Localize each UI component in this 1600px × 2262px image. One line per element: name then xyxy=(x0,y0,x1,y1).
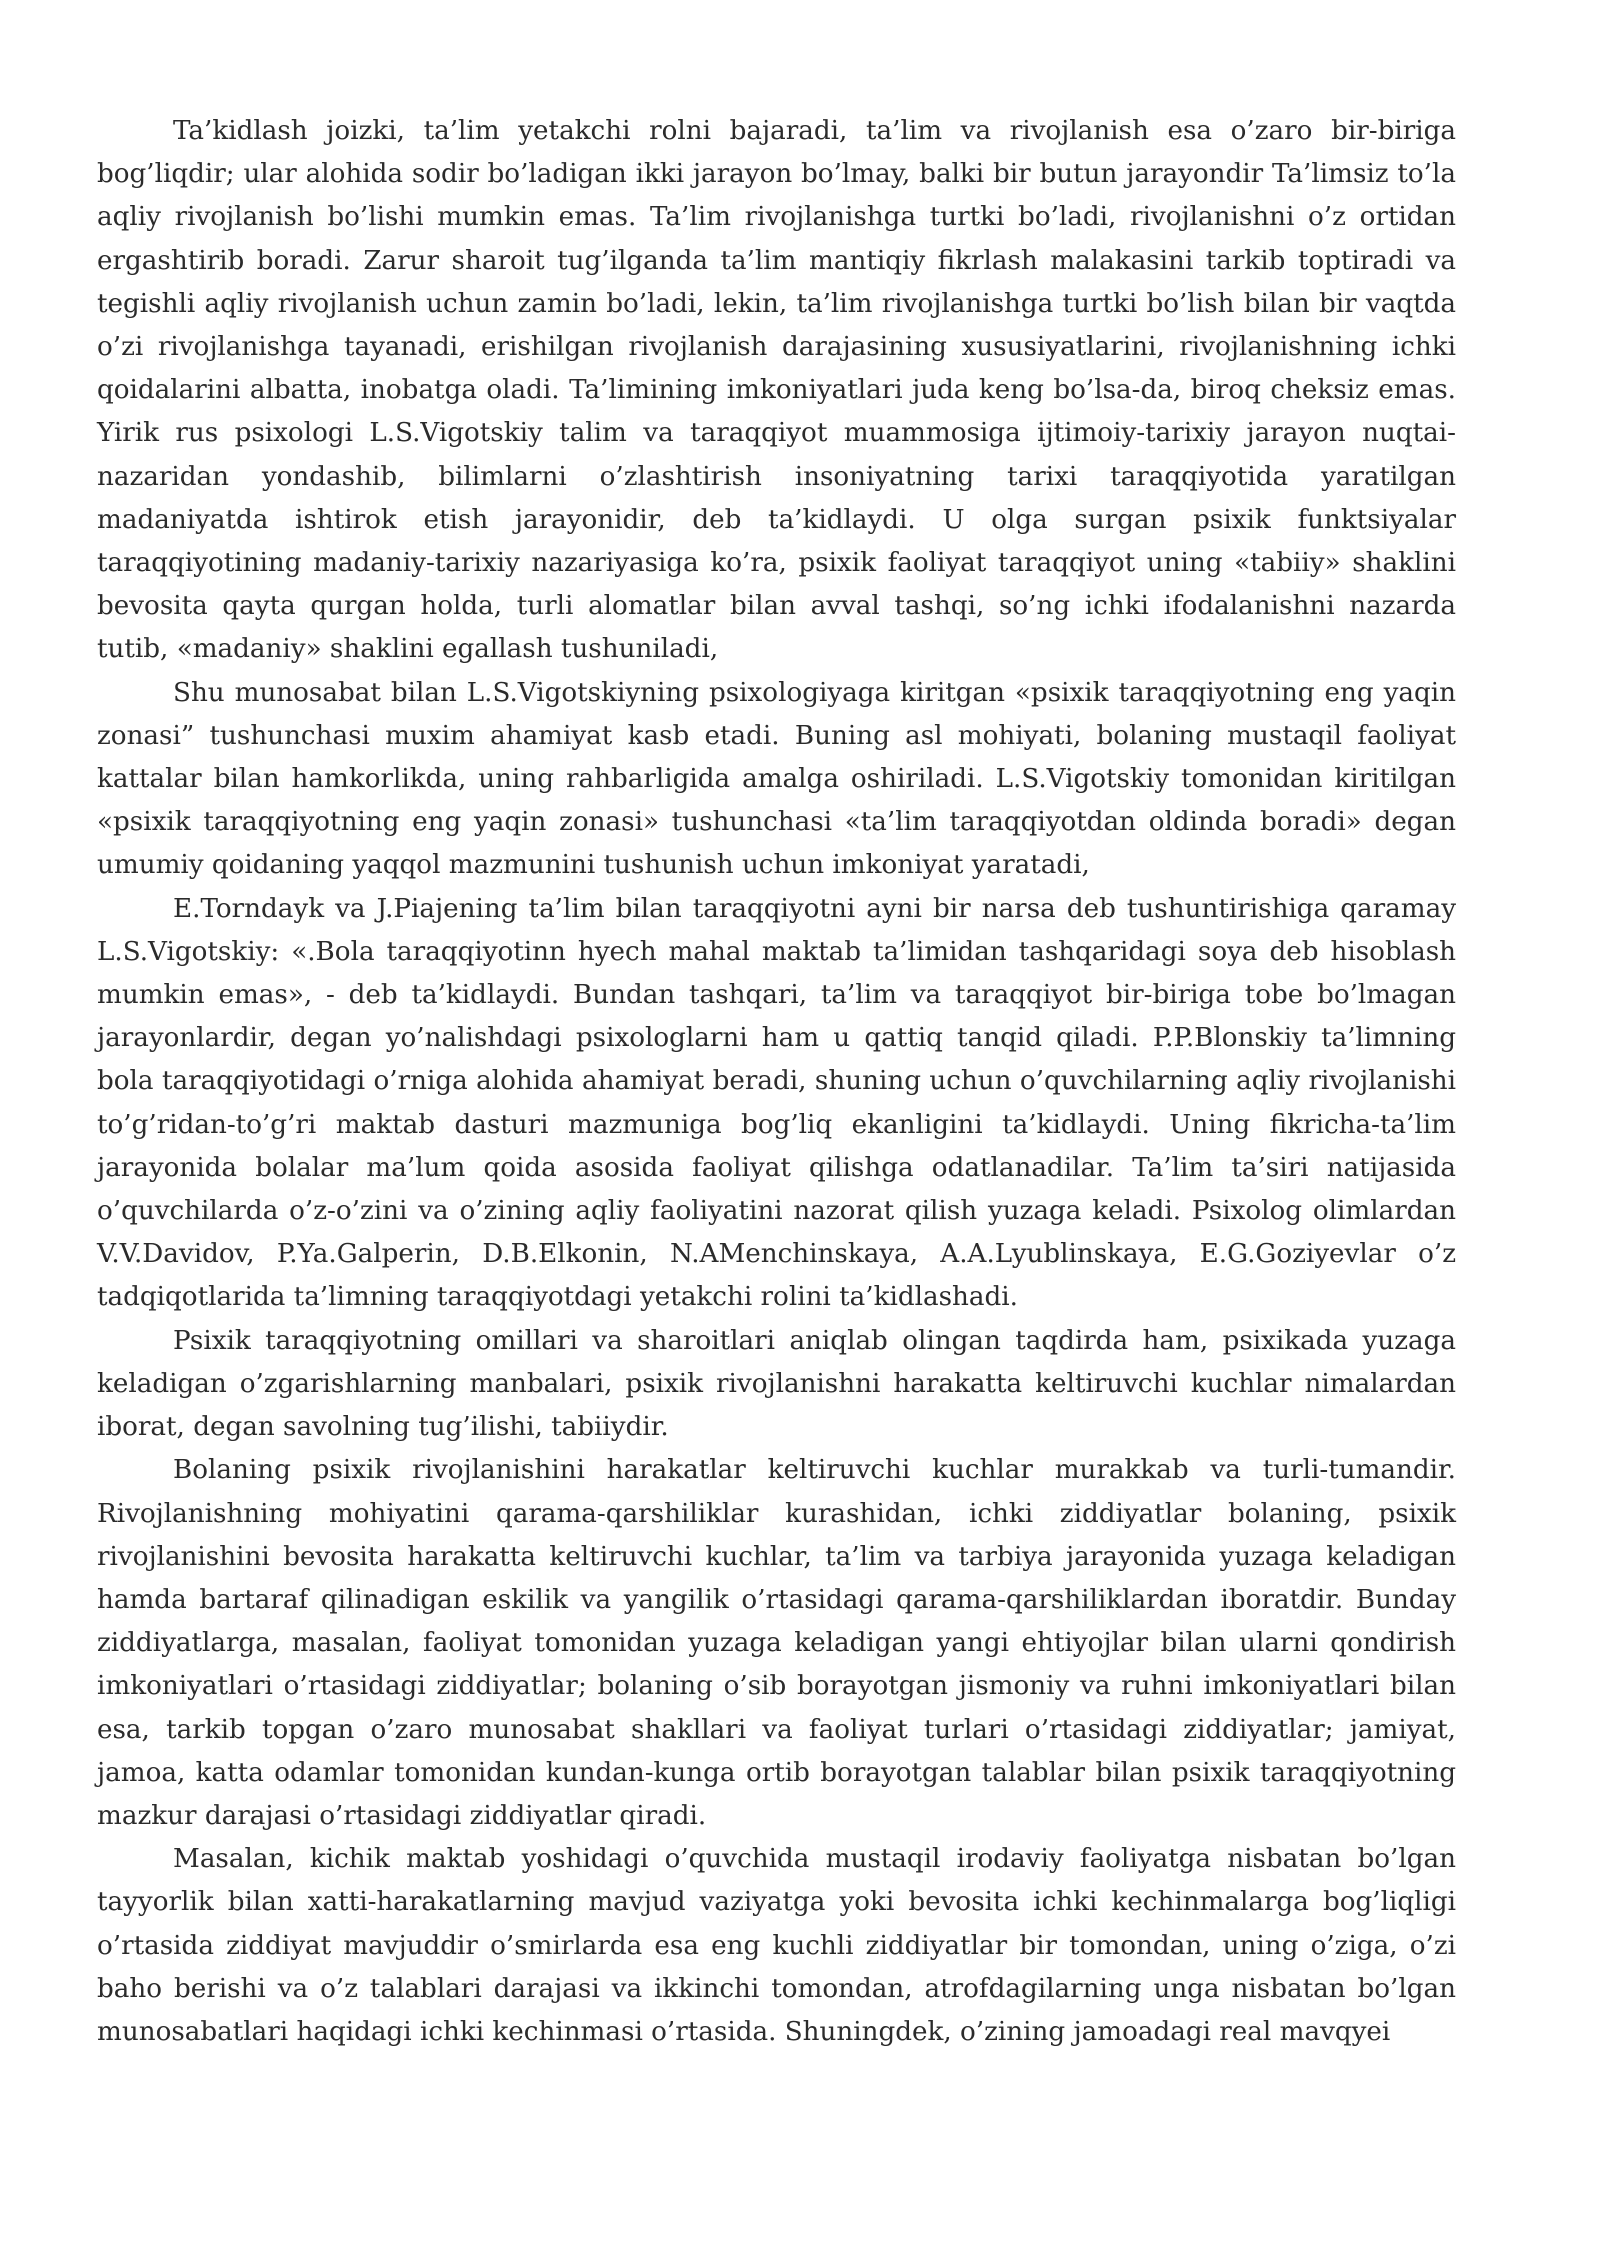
paragraph-4: Psixik taraqqiyotning omillari va sharoitlari aniqlab olingan taqdirda ham, psixikada yuzaga keladigan o’zgarishlarning manbalari, psixik rivojlanishni harakatta keltiruvchi kuchlar nimalardan iborat, degan savolning tug’ilishi, tabiiydir. xyxy=(97,1325,1456,1443)
paragraph-3: E.Torndayk va J.Piajening ta’lim bilan taraqqiyotni ayni bir narsa deb tushuntirishiga qaramay L.S.Vigotskiy: «.Bola taraqqiyotinn hyech mahal maktab ta’limidan tashqaridagi soya deb hisoblash mumkin emas», - deb ta’kidlaydi. Bundan tashqari, ta’lim va taraqqiyot bir-biriga tobe bo’lmagan jarayonlardir, degan yo’nalishdagi psixologlarni ham u qattiq tanqid qiladi. P.P.Blonskiy ta’limning bola taraqqiyotidagi o’rniga alohida ahamiyat beradi, shuning uchun o’quvchilarning aqliy rivojlanishi to’g’ridan-to’g’ri maktab dasturi mazmuniga bog’liq ekanligini ta’kidlaydi. Uning fikricha-ta’lim jarayonida bolalar ma’lum qoida asosida faoliyat qilishga odatlanadilar. Ta’lim ta’siri natijasida o’quvchilarda o’z-o’zini va o’zining aqliy faoliyatini nazorat qilish yuzaga keladi. Psixolog olimlardan V.V.Davidov, P.Ya.Galperin, D.B.Elkonin, N.AMenchinskaya, A.A.Lyublinskaya, E.G.Goziyevlar o’z tadqiqotlarida ta’limning taraqqiyotdagi yetakchi rolini ta’kidlashadi. xyxy=(97,893,1456,1313)
paragraph-6: Masalan, kichik maktab yoshidagi o’quvchida mustaqil irodaviy faoliyatga nisbatan bo’lgan tayyorlik bilan xatti-harakatlarning mavjud vaziyatga yoki bevosita ichki kechinmalarga bog’liqligi o’rtasida ziddiyat mavjuddir o’smirlarda esa eng kuchli ziddiyatlar bir tomondan, uning o’ziga, o’zi baho berishi va o’z talablari darajasi va ikkinchi tomondan, atrofdagilarning unga nisbatan bo’lgan munosabatlari haqidagi ichki kechinmasi o’rtasida. Shuningdek, o’zining jamoadagi real mavqyei xyxy=(97,1844,1456,2047)
paragraph-2: Shu munosabat bilan L.S.Vigotskiyning psixologiyaga kiritgan «psixik taraqqiyotning eng yaqin zonasi” tushunchasi muxim ahamiyat kasb etadi. Buning asl mohiyati, bolaning mustaqil faoliyat kattalar bilan hamkorlikda, uning rahbarligida amalga oshiriladi. L.S.Vigotskiy tomonidan kiritilgan «psixik taraqqiyotning eng yaqin zonasi» tushunchasi «ta’lim taraqqiyotdan oldinda boradi» degan umumiy qoidaning yaqqol mazmunini tushunish uchun imkoniyat yaratadi, xyxy=(97,677,1456,881)
paragraph-5: Bolaning psixik rivojlanishini harakatlar keltiruvchi kuchlar murakkab va turli-tumandir. Rivojlanishning mohiyatini qarama-qarshiliklar kurashidan, ichki ziddiyatlar bolaning, psixik rivojlanishini bevosita harakatta keltiruvchi kuchlar, ta’lim va tarbiya jarayonida yuzaga keladigan hamda bartaraf qilinadigan eskilik va yangilik o’rtasidagi qarama-qarshiliklardan iboratdir. Bunday ziddiyatlarga, masalan, faoliyat tomonidan yuzaga keladigan yangi ehtiyojlar bilan ularni qondirish imkoniyatlari o’rtasidagi ziddiyatlar; bolaning o’sib borayotgan jismoniy va ruhni imkoniyatlari bilan esa, tarkib topgan o’zaro munosabat shakllari va faoliyat turlari o’rtasidagi ziddiyatlar; jamiyat, jamoa, katta odamlar tomonidan kundan-kunga ortib borayotgan talablar bilan psixik taraqqiyotning mazkur darajasi o’rtasidagi ziddiyatlar qiradi. xyxy=(97,1455,1456,1831)
paragraph-1: Ta’kidlash joizki, ta’lim yetakchi rolni bajaradi, ta’lim va rivojlanish esa o’zaro bir-biriga bog’liqdir; ular alohida sodir bo’ladigan ikki jarayon bo’lmay, balki bir butun jarayondir Ta’limsiz to’la aqliy rivojlanish bo’lishi mumkin emas. Ta’lim rivojlanishga turtki bo’ladi, rivojlanishni o’z ortidan ergashtirib boradi. Zarur sharoit tug’ilganda ta’lim mantiqiy fikrlash malakasini tarkib toptiradi va tegishli aqliy rivojlanish uchun zamin bo’ladi, lekin, ta’lim rivojlanishga turtki bo’lish bilan bir vaqtda o’zi rivojlanishga tayanadi, erishilgan rivojlanish darajasining xususiyatlarini, rivojlanishning ichki qoidalarini albatta, inobatga oladi. Ta’limining imkoniyatlari juda keng bo’lsa-da, biroq cheksiz emas. Yirik rus psixologi L.S.Vigotskiy talim va taraqqiyot muammosiga ijtimoiy-tarixiy jarayon nuqtai-nazaridan yondashib, bilimlarni o’zlashtirish insoniyatning tarixi taraqqiyotida yaratilgan madaniyatda ishtirok etish jarayonidir, deb ta’kidlaydi. U olga surgan psixik funktsiyalar taraqqiyotining madaniy-tarixiy nazariyasiga ko’ra, psixik faoliyat taraqqiyot uning «tabiiy» shaklini bevosita qayta qurgan holda, turli alomatlar bilan avval tashqi, so’ng ichki ifodalanishni nazarda tutib, «madaniy» shaklini egallash tushuniladi, xyxy=(97,116,1456,665)
document-body xyxy=(97,110,1456,2054)
